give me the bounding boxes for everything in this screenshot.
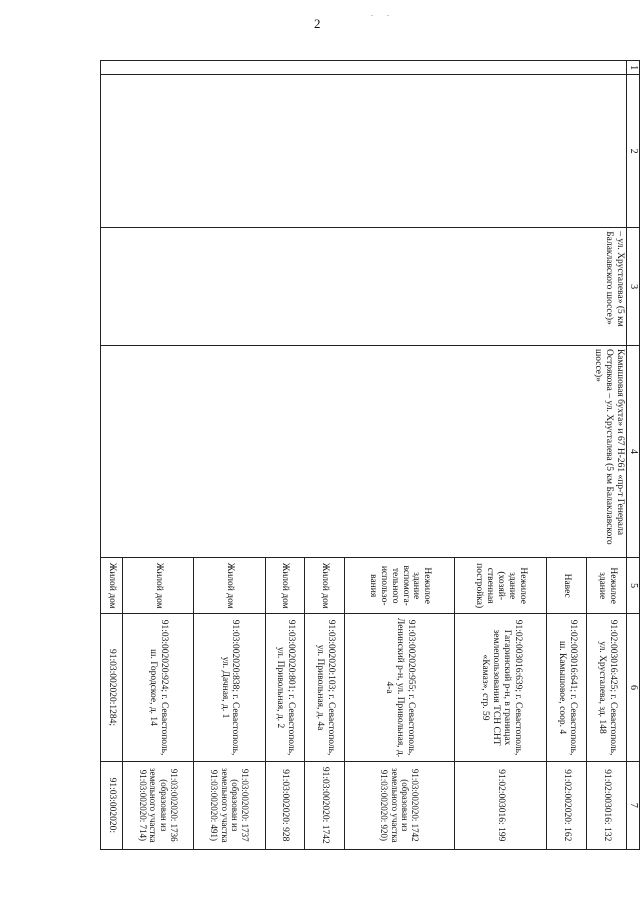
address-cell: 91:03:002020:838; г. Севастополь, ул. Дачная, д. 1 — [194, 614, 265, 761]
object-type-cell: Нежилое здание вспомога-тельного использо-вания — [345, 557, 455, 614]
cadastral-cell: 91:03:002020: 928 — [265, 761, 305, 849]
registry-table — [100, 60, 640, 850]
rotated-table-area — [107, 60, 640, 850]
col-1-cell — [101, 61, 627, 75]
object-type-cell: Жилой дом — [305, 557, 345, 614]
object-type-cell: Жилой дом — [123, 557, 194, 614]
header-row — [627, 61, 640, 850]
address-cell: 91:03:002020:103; г. Севастополь, ул. Привольная, д. 4а — [305, 614, 345, 761]
table-row — [587, 61, 627, 850]
object-type-cell: Нежилое здание (хозяй-ственная постройка) — [455, 557, 547, 614]
cadastral-cell: 91:03:002020: — [101, 761, 123, 849]
address-cell: 91:03:002020:801; г. Севастополь, ул. Привольная, д. 2 — [265, 614, 305, 761]
address-cell: 91:03:002020:955; г. Севастополь, Ленинский р-н, ул. Привольная, д. 4-а — [345, 614, 455, 761]
col-4-cell: Камышовая бухта» и 67 Н-261 «пр-т Генерала Острякова – ул. Хрусталева (5 км Балаклавского шоссе)» — [101, 345, 627, 557]
cadastral-cell: 91:03:002020: 1737 (образован из земельного участка 91:03:002020: 491) — [194, 761, 265, 849]
object-type-cell: Жилой дом — [194, 557, 265, 614]
object-type-cell: Жилой дом — [101, 557, 123, 614]
header-col-6: 6 — [627, 614, 640, 761]
object-type-cell: Нежилое здание — [587, 557, 627, 614]
cadastral-cell: 91:02:003016: 199 — [455, 761, 547, 849]
cadastral-cell: 91:02:003016: 132 — [587, 761, 627, 849]
header-col-1: 1 — [627, 61, 640, 75]
header-col-4: 4 — [627, 345, 640, 557]
address-cell: 91:03:002020:1284; — [101, 614, 123, 761]
landscape-table-container — [100, 60, 640, 850]
object-type-cell: Навес — [547, 557, 587, 614]
address-cell: 91:02:003016:425; г. Севастополь, ул. Хрусталева, зд. 148 — [587, 614, 627, 761]
cadastral-cell: 91:03:002020: 1742 — [305, 761, 345, 849]
col-2-cell — [101, 75, 627, 228]
header-col-5: 5 — [627, 557, 640, 614]
object-type-cell: Жилой дом — [265, 557, 305, 614]
header-col-3: 3 — [627, 228, 640, 346]
header-col-2: 2 — [627, 75, 640, 228]
address-cell: 91:02:003016:639; г. Севастополь, Гагаринский р-н, в границах землепользования ТСН СНТ «Камаз», стр. 59 — [455, 614, 547, 761]
address-cell: 91:03:002020:924; г. Севастополь, ш. Городское, д. 14 — [123, 614, 194, 761]
cadastral-cell: 91:03:002020: 1742 (образован из земельного участка 91:03:002020: 920) — [345, 761, 455, 849]
cadastral-cell: 91:02:002020: 162 — [547, 761, 587, 849]
address-cell: 91:02:003016:641; г. Севастополь, ш. Камышовое, соор. 4 — [547, 614, 587, 761]
page-number: 2 — [314, 16, 321, 31]
header-col-7: 7 — [627, 761, 640, 849]
scan-marks: . . — [371, 9, 395, 18]
col-3-cell: – ул. Хрусталева» (5 км Балаклавского шоссе)» — [101, 228, 627, 346]
cadastral-cell: 91:03:002020: 1736 (образован из земельного участка 91:03:002020: 714) — [123, 761, 194, 849]
